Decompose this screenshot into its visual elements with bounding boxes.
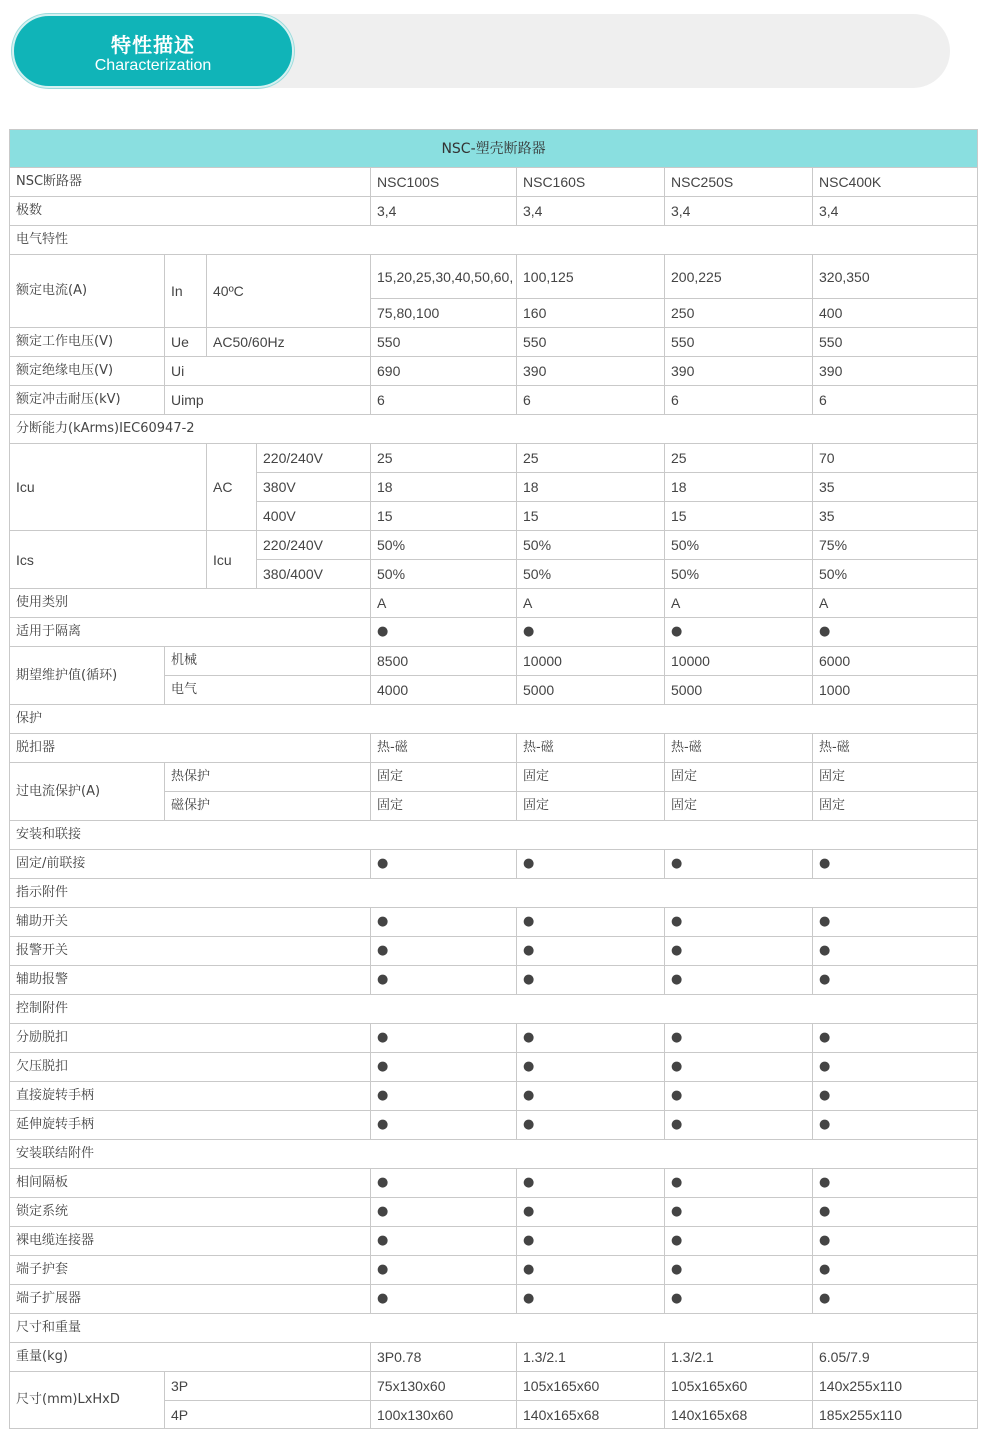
table-row (10, 1169, 978, 1198)
value-cell: 320,350 (813, 255, 978, 299)
value-cell: 15 (665, 502, 813, 531)
check-dot: ● (371, 908, 517, 937)
check-dot: ● (517, 1285, 665, 1314)
section-label: 保护 (10, 705, 978, 734)
check-dot: ● (517, 618, 665, 647)
value-cell: 25 (665, 444, 813, 473)
table-row (10, 1111, 978, 1140)
check-dot: ● (517, 966, 665, 995)
table-row (10, 734, 978, 763)
symbol-cell: Uimp (165, 386, 371, 415)
row-label: 极数 (10, 197, 371, 226)
value-cell: 400 (813, 299, 978, 328)
check-dot: ● (665, 1024, 813, 1053)
sub-label: 机械 (165, 647, 371, 676)
value-cell: 固定 (517, 763, 665, 792)
value-cell: A (517, 589, 665, 618)
value-cell: 50% (665, 560, 813, 589)
check-dot: ● (371, 1111, 517, 1140)
sub-label: 4P (165, 1401, 371, 1429)
value-cell: 550 (665, 328, 813, 357)
section-title-cn: 特性描述 (111, 33, 195, 57)
value-cell: 4000 (371, 676, 517, 705)
check-dot: ● (813, 1256, 978, 1285)
section-row (10, 1314, 978, 1343)
check-dot: ● (517, 1111, 665, 1140)
value-cell: 550 (813, 328, 978, 357)
section-row (10, 705, 978, 734)
value-cell: 75% (813, 531, 978, 560)
check-dot: ● (813, 1053, 978, 1082)
row-label: 固定/前联接 (10, 850, 371, 879)
table-row (10, 1024, 978, 1053)
check-dot: ● (665, 618, 813, 647)
symbol-cell: Ue (165, 328, 207, 357)
row-label: 辅助开关 (10, 908, 371, 937)
sub-label: 磁保护 (165, 792, 371, 821)
condition-cell: 40ºC (207, 255, 371, 328)
value-cell: 70 (813, 444, 978, 473)
row-label: 裸电缆连接器 (10, 1227, 371, 1256)
check-dot: ● (371, 1024, 517, 1053)
row-label: 尺寸(mm)LxHxD (10, 1372, 165, 1429)
value-cell: 690 (371, 357, 517, 386)
value-cell: 固定 (813, 792, 978, 821)
row-label: Ics (10, 531, 207, 589)
check-dot: ● (665, 1053, 813, 1082)
table-row (10, 444, 978, 473)
value-cell: 6000 (813, 647, 978, 676)
model-cell: NSC160S (517, 168, 665, 197)
row-label: 额定绝缘电压(V) (10, 357, 165, 386)
value-cell: 1.3/2.1 (517, 1343, 665, 1372)
voltage-cell: 380/400V (257, 560, 371, 589)
check-dot: ● (371, 1053, 517, 1082)
value-cell: A (813, 589, 978, 618)
table-row (10, 1227, 978, 1256)
value-cell: 50% (517, 531, 665, 560)
value-cell: 25 (517, 444, 665, 473)
check-dot: ● (813, 937, 978, 966)
section-label: 安装联结附件 (10, 1140, 978, 1169)
model-cell: NSC250S (665, 168, 813, 197)
check-dot: ● (517, 908, 665, 937)
table-row (10, 168, 978, 197)
value-cell: 550 (371, 328, 517, 357)
check-dot: ● (813, 1111, 978, 1140)
table-row (10, 197, 978, 226)
check-dot: ● (813, 1285, 978, 1314)
value-cell: 热-磁 (813, 734, 978, 763)
value-cell: 6 (665, 386, 813, 415)
table-row (10, 1053, 978, 1082)
row-label: 相间隔板 (10, 1169, 371, 1198)
table-row (10, 1285, 978, 1314)
check-dot: ● (813, 1198, 978, 1227)
row-label: 锁定系统 (10, 1198, 371, 1227)
table-title-row (10, 130, 978, 168)
value-cell: 25 (371, 444, 517, 473)
table-row (10, 850, 978, 879)
voltage-cell: 220/240V (257, 444, 371, 473)
check-dot: ● (813, 1024, 978, 1053)
value-cell: 550 (517, 328, 665, 357)
value-cell: 6 (517, 386, 665, 415)
table-row (10, 1256, 978, 1285)
value-cell: 热-磁 (371, 734, 517, 763)
row-label: 使用类别 (10, 589, 371, 618)
section-row (10, 1140, 978, 1169)
value-cell: 390 (517, 357, 665, 386)
check-dot: ● (371, 966, 517, 995)
row-label: 欠压脱扣 (10, 1053, 371, 1082)
value-cell: 3,4 (665, 197, 813, 226)
voltage-cell: 380V (257, 473, 371, 502)
row-label: 分励脱扣 (10, 1024, 371, 1053)
section-row (10, 879, 978, 908)
table-row (10, 386, 978, 415)
value-cell: 140x165x68 (517, 1401, 665, 1429)
value-cell: 75,80,100 (371, 299, 517, 328)
value-cell: 105x165x60 (517, 1372, 665, 1401)
value-cell: 250 (665, 299, 813, 328)
value-cell: 50% (517, 560, 665, 589)
value-cell: 185x255x110 (813, 1401, 978, 1429)
check-dot: ● (371, 618, 517, 647)
table-row (10, 328, 978, 357)
check-dot: ● (665, 1227, 813, 1256)
check-dot: ● (517, 1198, 665, 1227)
table-row (10, 1082, 978, 1111)
check-dot: ● (517, 1256, 665, 1285)
check-dot: ● (813, 1227, 978, 1256)
sub-label: 电气 (165, 676, 371, 705)
row-label: 额定工作电压(V) (10, 328, 165, 357)
row-label: 端子扩展器 (10, 1285, 371, 1314)
table-row (10, 618, 978, 647)
spec-table (9, 129, 978, 1429)
row-label: 直接旋转手柄 (10, 1082, 371, 1111)
value-cell: 160 (517, 299, 665, 328)
value-cell: 8500 (371, 647, 517, 676)
voltage-cell: 400V (257, 502, 371, 531)
section-label: 控制附件 (10, 995, 978, 1024)
value-cell: 1.3/2.1 (665, 1343, 813, 1372)
type-cell: Icu (207, 531, 257, 589)
table-row (10, 647, 978, 676)
value-cell: 140x255x110 (813, 1372, 978, 1401)
check-dot: ● (371, 1227, 517, 1256)
value-cell: 75x130x60 (371, 1372, 517, 1401)
value-cell: 390 (813, 357, 978, 386)
check-dot: ● (517, 1053, 665, 1082)
value-cell: 140x165x68 (665, 1401, 813, 1429)
section-label: 指示附件 (10, 879, 978, 908)
value-cell: A (371, 589, 517, 618)
check-dot: ● (813, 966, 978, 995)
check-dot: ● (517, 937, 665, 966)
value-cell: 固定 (813, 763, 978, 792)
row-label: 额定电流(A) (10, 255, 165, 328)
section-label: 电气特性 (10, 226, 978, 255)
value-cell: A (665, 589, 813, 618)
section-label: 分断能力(kArms)IEC60947-2 (10, 415, 978, 444)
row-label: 额定冲击耐压(kV) (10, 386, 165, 415)
check-dot: ● (813, 1082, 978, 1111)
value-cell: 热-磁 (665, 734, 813, 763)
row-label: 延伸旋转手柄 (10, 1111, 371, 1140)
check-dot: ● (813, 908, 978, 937)
value-cell: 3,4 (371, 197, 517, 226)
row-label: 辅助报警 (10, 966, 371, 995)
symbol-cell: In (165, 255, 207, 328)
value-cell: 50% (371, 560, 517, 589)
value-cell: 15,20,25,30,40,50,60, (371, 255, 517, 299)
check-dot: ● (665, 1111, 813, 1140)
check-dot: ● (371, 1285, 517, 1314)
check-dot: ● (665, 1256, 813, 1285)
value-cell: 3,4 (517, 197, 665, 226)
table-row (10, 937, 978, 966)
value-cell: 200,225 (665, 255, 813, 299)
check-dot: ● (813, 1169, 978, 1198)
value-cell: 100x130x60 (371, 1401, 517, 1429)
check-dot: ● (517, 1227, 665, 1256)
check-dot: ● (665, 850, 813, 879)
check-dot: ● (665, 1169, 813, 1198)
value-cell: 6 (371, 386, 517, 415)
check-dot: ● (665, 1198, 813, 1227)
row-label: 端子护套 (10, 1256, 371, 1285)
value-cell: 5000 (665, 676, 813, 705)
table-row (10, 763, 978, 792)
check-dot: ● (665, 1082, 813, 1111)
check-dot: ● (371, 1169, 517, 1198)
value-cell: 105x165x60 (665, 1372, 813, 1401)
table-row (10, 1198, 978, 1227)
check-dot: ● (371, 937, 517, 966)
value-cell: 6 (813, 386, 978, 415)
section-title-en: Characterization (94, 57, 212, 74)
value-cell: 固定 (517, 792, 665, 821)
section-header (12, 14, 294, 88)
condition-cell: AC50/60Hz (207, 328, 371, 357)
section-row (10, 415, 978, 444)
value-cell: 18 (517, 473, 665, 502)
table-title: NSC-塑壳断路器 (10, 130, 978, 168)
value-cell: 3P0.78 (371, 1343, 517, 1372)
voltage-cell: 220/240V (257, 531, 371, 560)
table-row (10, 255, 978, 299)
value-cell: 10000 (665, 647, 813, 676)
check-dot: ● (517, 1082, 665, 1111)
value-cell: 固定 (371, 792, 517, 821)
check-dot: ● (665, 908, 813, 937)
row-label: 重量(kg) (10, 1343, 371, 1372)
check-dot: ● (813, 618, 978, 647)
table-row (10, 1372, 978, 1401)
table-row (10, 1343, 978, 1372)
table-row (10, 531, 978, 560)
value-cell: 热-磁 (517, 734, 665, 763)
value-cell: 390 (665, 357, 813, 386)
sub-label: 热保护 (165, 763, 371, 792)
section-row (10, 821, 978, 850)
value-cell: 35 (813, 473, 978, 502)
check-dot: ● (665, 937, 813, 966)
check-dot: ● (371, 1198, 517, 1227)
value-cell: 50% (665, 531, 813, 560)
value-cell: 1000 (813, 676, 978, 705)
value-cell: 固定 (371, 763, 517, 792)
value-cell: 18 (371, 473, 517, 502)
row-label: NSC断路器 (10, 168, 371, 197)
value-cell: 3,4 (813, 197, 978, 226)
table-row (10, 589, 978, 618)
row-label: 适用于隔离 (10, 618, 371, 647)
check-dot: ● (371, 850, 517, 879)
row-label: 脱扣器 (10, 734, 371, 763)
section-label: 安装和联接 (10, 821, 978, 850)
model-cell: NSC400K (813, 168, 978, 197)
table-row (10, 908, 978, 937)
sub-label: 3P (165, 1372, 371, 1401)
check-dot: ● (517, 1169, 665, 1198)
value-cell: 5000 (517, 676, 665, 705)
check-dot: ● (517, 850, 665, 879)
symbol-cell: Ui (165, 357, 371, 386)
check-dot: ● (517, 1024, 665, 1053)
section-row (10, 226, 978, 255)
value-cell: 固定 (665, 763, 813, 792)
check-dot: ● (813, 850, 978, 879)
section-label: 尺寸和重量 (10, 1314, 978, 1343)
value-cell: 35 (813, 502, 978, 531)
check-dot: ● (665, 1285, 813, 1314)
value-cell: 50% (371, 531, 517, 560)
value-cell: 6.05/7.9 (813, 1343, 978, 1372)
row-label: Icu (10, 444, 207, 531)
value-cell: 50% (813, 560, 978, 589)
table-row (10, 357, 978, 386)
table-row (10, 966, 978, 995)
check-dot: ● (665, 966, 813, 995)
check-dot: ● (371, 1256, 517, 1285)
value-cell: 15 (371, 502, 517, 531)
row-label: 期望维护值(循环) (10, 647, 165, 705)
value-cell: 100,125 (517, 255, 665, 299)
value-cell: 10000 (517, 647, 665, 676)
row-label: 报警开关 (10, 937, 371, 966)
check-dot: ● (371, 1082, 517, 1111)
section-row (10, 995, 978, 1024)
model-cell: NSC100S (371, 168, 517, 197)
value-cell: 18 (665, 473, 813, 502)
row-label: 过电流保护(A) (10, 763, 165, 821)
value-cell: 15 (517, 502, 665, 531)
type-cell: AC (207, 444, 257, 531)
value-cell: 固定 (665, 792, 813, 821)
